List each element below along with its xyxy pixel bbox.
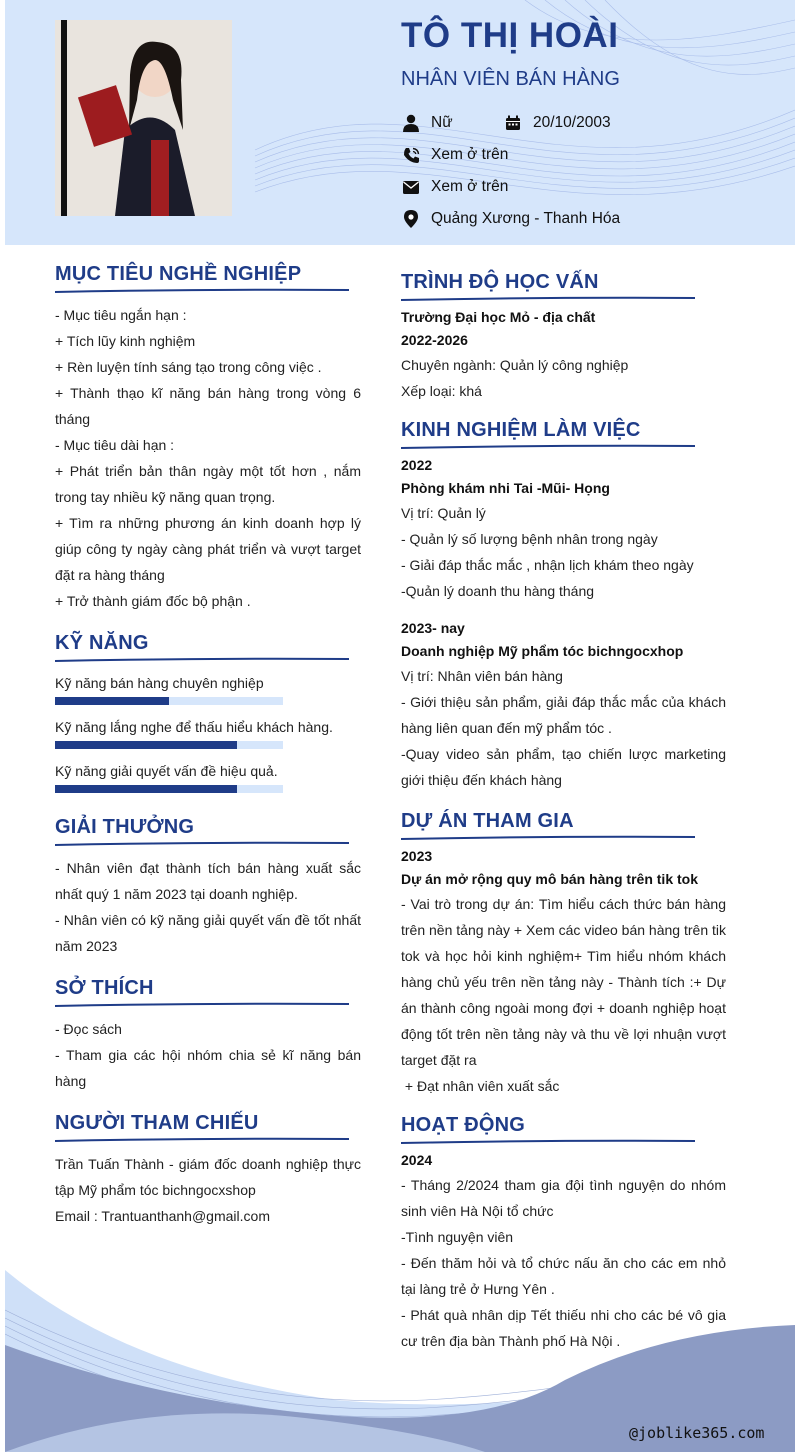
calendar-icon	[503, 113, 523, 133]
address-value: Quảng Xương - Thanh Hóa	[431, 210, 621, 227]
email-value: Xem ở trên	[431, 178, 509, 195]
profile-photo	[55, 20, 232, 216]
list-item: + Trở thành giám đốc bộ phận .	[55, 593, 251, 609]
activity-year: 2024	[401, 1152, 433, 1168]
project-award: + Đạt nhân viên xuất sắc	[401, 1078, 560, 1094]
list-item: -Quản lý doanh thu hàng tháng	[401, 583, 595, 599]
skill-bar-fill	[55, 697, 169, 705]
cv-page	[5, 0, 795, 1452]
list-item: - Giới thiệu sản phẩm, giải đáp thắc mắc của khách hàng liên quan đến mỹ phẩm tóc .	[401, 694, 726, 736]
education-years: 2022-2026	[401, 332, 468, 348]
list-item: + Phát triển bản thân ngày một tốt hơn , nắm trong tay nhiều kỹ năng quan trọng.	[55, 463, 361, 505]
education-major: Chuyên ngành: Quản lý công nghiệp	[401, 357, 629, 373]
job-company: Phòng khám nhi Tai -Mũi- Họng	[401, 480, 610, 496]
skill-item	[55, 761, 361, 793]
list-item: - Đến thăm hỏi và tổ chức nấu ăn cho các em nhỏ tại làng trẻ ở Hưng Yên .	[401, 1255, 726, 1297]
references-list	[55, 1151, 361, 1229]
section-education	[401, 271, 726, 404]
phone-icon	[401, 145, 421, 165]
education-body	[401, 306, 726, 404]
section-title: SỞ THÍCH	[55, 977, 154, 999]
section-career-goal	[55, 263, 361, 614]
skill-label: Kỹ năng lắng nghe để thấu hiểu khách hàng.	[55, 719, 333, 735]
skill-bar	[55, 741, 283, 749]
section-references	[55, 1112, 361, 1229]
title-underline	[55, 657, 349, 663]
envelope-icon	[401, 177, 421, 197]
section-title: KINH NGHIỆM LÀM VIỆC	[401, 419, 641, 441]
list-item: - Tháng 2/2024 tham gia đội tình nguyện do nhóm sinh viên Hà Nội tổ chức	[401, 1177, 726, 1219]
user-icon	[401, 113, 421, 133]
list-item: - Tham gia các hội nhóm chia sẻ kĩ năng bán hàng	[55, 1047, 361, 1089]
job-entry	[401, 454, 726, 604]
hobbies-list	[55, 1016, 361, 1094]
email-row	[401, 175, 508, 199]
job-entry	[401, 617, 726, 793]
list-item: + Rèn luyện tính sáng tạo trong công việc .	[55, 359, 322, 375]
skill-bar	[55, 697, 283, 705]
list-item: Vị trí: Quản lý	[401, 505, 486, 521]
list-item: + Thành thạo kĩ năng bán hàng trong vòng 6 tháng	[55, 385, 361, 427]
job-company: Doanh nghiệp Mỹ phẩm tóc bichngocxhop	[401, 643, 684, 659]
birthday-value: 20/10/2003	[533, 114, 611, 131]
skill-label: Kỹ năng bán hàng chuyên nghiệp	[55, 675, 264, 691]
title-underline	[401, 444, 695, 450]
list-item: - Nhân viên đạt thành tích bán hàng xuất sắc nhất quý 1 năm 2023 tại doanh nghiệp.	[55, 860, 361, 902]
project-name: Dự án mở rộng quy mô bán hàng trên tik tok	[401, 871, 698, 887]
section-title: KỸ NĂNG	[55, 632, 149, 654]
phone-value: Xem ở trên	[431, 146, 509, 163]
list-item: - Giải đáp thắc mắc , nhận lịch khám theo ngày	[401, 557, 694, 573]
activity-entry	[401, 1149, 726, 1354]
skill-bar-fill	[55, 741, 237, 749]
list-item: -Quay video sản phẩm, tạo chiến lược marketing giới thiệu đến khách hàng	[401, 746, 726, 788]
title-underline	[55, 1137, 349, 1143]
list-item: - Đọc sách	[55, 1021, 122, 1037]
section-hobbies	[55, 977, 361, 1094]
title-underline	[401, 296, 695, 302]
title-underline	[55, 841, 349, 847]
skill-bar-fill	[55, 785, 237, 793]
career-goal-list	[55, 302, 361, 614]
candidate-name: TÔ THỊ HOÀI	[401, 16, 619, 55]
job-year: 2023- nay	[401, 620, 465, 636]
section-title: DỰ ÁN THAM GIA	[401, 810, 574, 832]
skill-item	[55, 673, 361, 705]
skill-label: Kỹ năng giải quyết vấn đề hiệu quả.	[55, 763, 278, 779]
gender-value: Nữ	[431, 114, 453, 131]
title-underline	[401, 835, 695, 841]
list-item: Trần Tuấn Thành - giám đốc doanh nghiệp thực tập Mỹ phẩm tóc bichngocxshop	[55, 1156, 361, 1198]
title-underline	[401, 1139, 695, 1145]
list-item: Email : Trantuanthanh@gmail.com	[55, 1208, 270, 1224]
section-title: GIẢI THƯỞNG	[55, 816, 195, 838]
watermark-text: @joblike365.com	[629, 1424, 765, 1442]
list-item: - Quản lý số lượng bệnh nhân trong ngày	[401, 531, 658, 547]
list-item: -Tình nguyện viên	[401, 1229, 514, 1245]
section-title: NGƯỜI THAM CHIẾU	[55, 1112, 259, 1134]
title-underline	[55, 288, 349, 294]
list-item: + Tích lũy kinh nghiệm	[55, 333, 196, 349]
school-name: Trường Đại học Mỏ - địa chất	[401, 309, 596, 325]
list-item: + Tìm ra những phương án kinh doanh hợp lý giúp công ty ngày càng phát triển và vượt target đặt ra hàng tháng	[55, 515, 361, 583]
skill-item	[55, 717, 361, 749]
skill-bar	[55, 785, 283, 793]
section-activities	[401, 1114, 726, 1354]
list-item: - Phát quà nhân dịp Tết thiếu nhi cho các bé vô gia cư trên địa bàn Thành phố Hà Nội .	[401, 1307, 726, 1349]
section-title: HOẠT ĐỘNG	[401, 1114, 526, 1136]
project-year: 2023	[401, 848, 433, 864]
job-title: NHÂN VIÊN BÁN HÀNG	[401, 68, 620, 90]
job-year: 2022	[401, 457, 433, 473]
gender-birthday-row	[401, 111, 611, 135]
cv-header	[5, 0, 795, 245]
awards-list	[55, 855, 361, 959]
project-entry	[401, 845, 726, 1099]
education-grade: Xếp loại: khá	[401, 383, 482, 399]
section-title: MỤC TIÊU NGHỀ NGHIỆP	[55, 263, 302, 285]
project-description: - Vai trò trong dự án: Tìm hiểu cách thức bán hàng trên nền tảng này + Xem các video bán hàng trên tik tok và học hỏi kinh nghiệm+ Tìm hiểu nhóm khách hàng chủ yếu trên nền tảng này - Thành tích :+ Dự án thành công ngoài mong đợi + doanh nghiệp hoạt động tốt trên nền tảng này và thu về lợi nhuận vượt target đặt ra	[401, 896, 726, 1068]
map-pin-icon	[401, 209, 421, 229]
section-title: TRÌNH ĐỘ HỌC VẤN	[401, 271, 599, 293]
list-item: - Nhân viên có kỹ năng giải quyết vấn đề tốt nhất năm 2023	[55, 912, 361, 954]
section-awards	[55, 816, 361, 959]
list-item: - Mục tiêu dài hạn :	[55, 437, 175, 453]
list-item: Vị trí: Nhân viên bán hàng	[401, 668, 563, 684]
section-projects	[401, 810, 726, 1099]
section-experience	[401, 419, 726, 793]
title-underline	[55, 1002, 349, 1008]
list-item: - Mục tiêu ngắn hạn :	[55, 307, 187, 323]
address-row	[401, 207, 620, 231]
phone-row	[401, 143, 508, 167]
section-skills	[55, 632, 361, 793]
